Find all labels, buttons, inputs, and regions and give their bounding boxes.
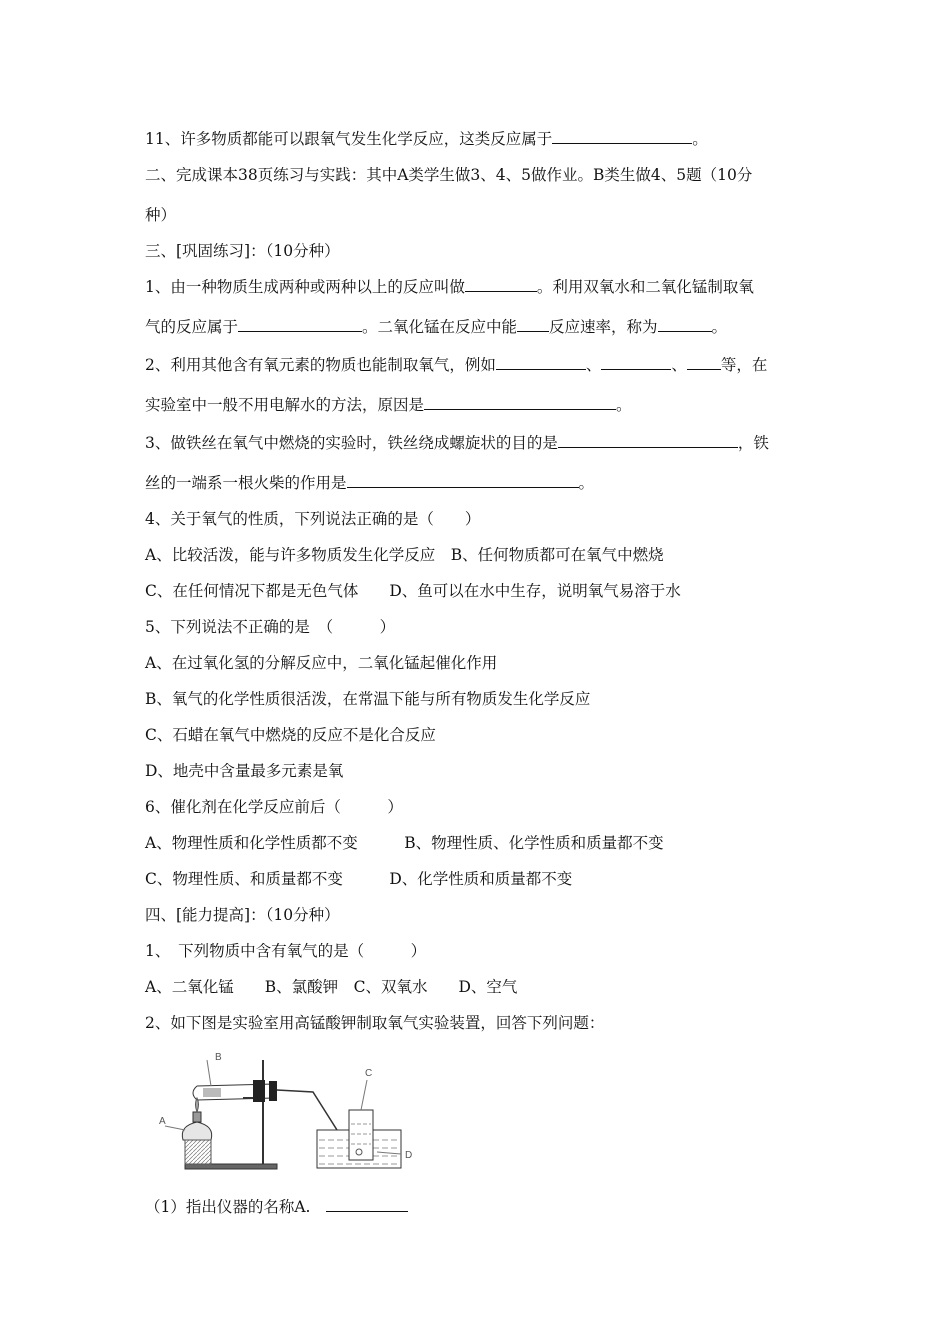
section-3-title: 三、[巩固练习]：（10分种） <box>145 242 340 260</box>
question-4-2-1: （1）指出仪器的名称A. <box>145 1196 408 1218</box>
gas-jar <box>349 1110 373 1160</box>
answer-blank[interactable] <box>347 472 579 488</box>
question-1-line-2: 气的反应属于 。二氧化锰在反应中能 反应速率，称为 。 <box>145 318 728 336</box>
answer-blank[interactable] <box>687 354 721 370</box>
question-1-line-1: 1、由一种物质生成两种或两种以上的反应叫做 。利用双氧水和二氧化锰制取氧 <box>145 278 754 296</box>
question-5-option-b: B、氧气的化学性质很活泼，在常温下能与所有物质发生化学反应 <box>145 690 591 708</box>
section-2-line-1: 二、完成课本38页练习与实践：其中A类学生做3、4、5做作业。B类生做4、5题（10分 <box>145 166 753 184</box>
question-2-line-1: 2、利用其他含有氧元素的物质也能制取氧气，例如 、 、 等，在 <box>145 356 768 374</box>
section-4-title: 四、[能力提高]：（10分种） <box>145 906 340 924</box>
leader-a <box>165 1126 185 1130</box>
question-5: 5、下列说法不正确的是 （ ） <box>145 618 396 636</box>
question-6-options-cd: C、物理性质、和质量都不变 D、化学性质和质量都不变 <box>145 870 573 888</box>
answer-blank[interactable] <box>658 316 712 332</box>
question-4: 4、关于氧气的性质，下列说法正确的是（ ） <box>145 510 481 528</box>
label-d: D <box>405 1150 413 1161</box>
question-5-option-d: D、地壳中含量最多元素是氧 <box>145 762 344 780</box>
question-11-text: 11、许多物质都能可以跟氧气发生化学反应，这类反应属于 <box>145 130 553 148</box>
answer-blank[interactable] <box>465 276 537 292</box>
question-4-2: 2、如下图是实验室用高锰酸钾制取氧气实验装置，回答下列问题： <box>145 1014 605 1032</box>
answer-blank[interactable] <box>326 1196 408 1212</box>
question-3-line-2: 丝的一端系一根火柴的作用是 。 <box>145 474 595 492</box>
question-5-option-c: C、石蜡在氧气中燃烧的反应不是化合反应 <box>145 726 436 744</box>
answer-blank[interactable] <box>496 354 586 370</box>
label-c: C <box>365 1068 373 1079</box>
answer-blank[interactable] <box>552 128 692 144</box>
leader-c <box>361 1080 367 1110</box>
alcohol-lamp <box>182 1098 211 1164</box>
test-tube <box>193 1080 277 1102</box>
answer-blank[interactable] <box>558 432 738 448</box>
section-2-line-2: 种） <box>145 206 177 224</box>
answer-blank[interactable] <box>517 316 549 332</box>
question-4-options-cd: C、在任何情况下都是无色气体 D、鱼可以在水中生存，说明氧气易溶于水 <box>145 582 681 600</box>
question-3-line-1: 3、做铁丝在氧气中燃烧的实验时，铁丝绕成螺旋状的目的是 ，铁 <box>145 434 769 452</box>
label-b: B <box>215 1052 222 1063</box>
leader-b <box>207 1060 211 1086</box>
answer-blank[interactable] <box>601 354 671 370</box>
question-2-line-2: 实验室中一般不用电解水的方法，原因是 。 <box>145 396 632 414</box>
question-6: 6、催化剂在化学反应前后（ ） <box>145 798 403 816</box>
answer-blank[interactable] <box>424 394 616 410</box>
stand-base <box>185 1164 277 1169</box>
label-a: A <box>159 1116 166 1127</box>
stopper <box>253 1080 265 1102</box>
answer-blank[interactable] <box>238 316 362 332</box>
question-6-options-ab: A、物理性质和化学性质都不变 B、物理性质、化学性质和质量都不变 <box>145 834 664 852</box>
question-11: 11、许多物质都能可以跟氧气发生化学反应，这类反应属于 。 <box>145 130 708 148</box>
question-4-1-options: A、二氧化锰 B、氯酸钾 C、双氧水 D、空气 <box>145 978 518 996</box>
oxygen-apparatus-figure <box>145 1040 435 1180</box>
question-5-option-a: A、在过氧化氢的分解反应中，二氧化锰起催化作用 <box>145 654 498 672</box>
question-4-options-ab: A、比较活泼，能与许多物质发生化学反应 B、任何物质都可在氧气中燃烧 <box>145 546 664 564</box>
question-4-1: 1、 下列物质中含有氧气的是（ ） <box>145 942 427 960</box>
